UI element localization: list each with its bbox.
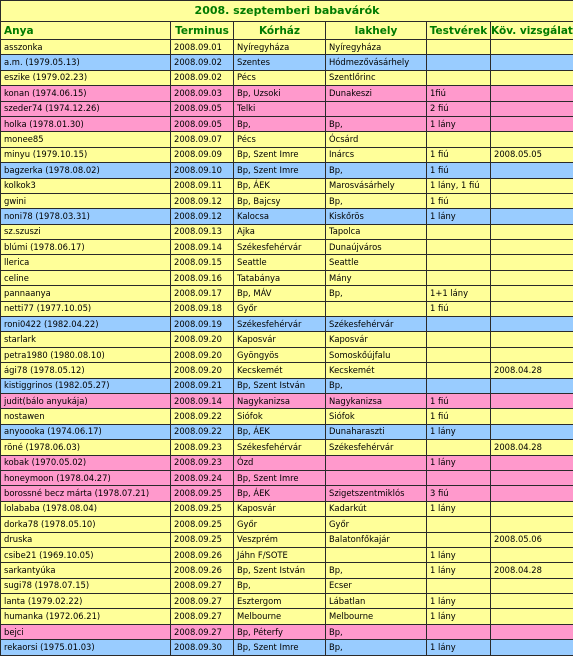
terminus-cell[interactable]: 2008.09.27 <box>171 594 234 609</box>
testverek-cell[interactable] <box>427 240 491 255</box>
lakhely-cell[interactable]: Hódmezővásárhely <box>326 55 427 70</box>
anya-cell[interactable]: humanka (1972.06.21) <box>1 609 171 624</box>
testverek-cell[interactable]: 1 lány <box>427 594 491 609</box>
table-row <box>1 378 573 393</box>
anya-cell[interactable]: sz.szuszi <box>1 224 171 239</box>
testverek-cell[interactable] <box>427 224 491 239</box>
terminus-cell[interactable]: 2008.09.11 <box>171 178 234 193</box>
table-row <box>1 132 573 147</box>
lakhely-cell[interactable]: Ócsárd <box>326 132 427 147</box>
anya-cell[interactable]: nostawen <box>1 409 171 424</box>
terminus-cell[interactable]: 2008.09.27 <box>171 624 234 639</box>
testverek-cell[interactable]: 1 lány <box>427 563 491 578</box>
testverek-cell[interactable] <box>427 40 491 55</box>
terminus-cell[interactable]: 2008.09.13 <box>171 224 234 239</box>
table-row <box>1 255 573 270</box>
kov-vizsgalat-cell[interactable] <box>491 86 573 101</box>
terminus-cell[interactable]: 2008.09.14 <box>171 393 234 408</box>
table-row <box>1 455 573 470</box>
lakhely-cell[interactable] <box>326 301 427 316</box>
table-row <box>1 578 573 593</box>
anya-cell[interactable]: eszike (1979.02.23) <box>1 70 171 85</box>
lakhely-cell[interactable]: Bp, <box>326 193 427 208</box>
terminus-cell[interactable]: 2008.09.20 <box>171 363 234 378</box>
korhaz-cell[interactable]: Győr <box>234 301 326 316</box>
table-row <box>1 624 573 639</box>
korhaz-cell[interactable]: Bp, Péterfy <box>234 624 326 639</box>
lakhely-cell[interactable]: Kiskőrös <box>326 209 427 224</box>
lakhely-cell[interactable]: Siófok <box>326 409 427 424</box>
kov-vizsgalat-cell[interactable] <box>491 578 573 593</box>
table-row <box>1 393 573 408</box>
anya-cell[interactable]: sarkantyúka <box>1 563 171 578</box>
table-row <box>1 193 573 208</box>
korhaz-cell[interactable]: Ajka <box>234 224 326 239</box>
table-row <box>1 40 573 55</box>
testverek-cell[interactable] <box>427 70 491 85</box>
kov-vizsgalat-cell[interactable] <box>491 501 573 516</box>
table-row <box>1 70 573 85</box>
anya-cell[interactable]: noni78 (1978.03.31) <box>1 209 171 224</box>
lakhely-cell[interactable]: Nagykanizsa <box>326 393 427 408</box>
terminus-cell[interactable]: 2008.09.07 <box>171 132 234 147</box>
terminus-cell[interactable]: 2008.09.27 <box>171 578 234 593</box>
anya-cell[interactable]: sugi78 (1978.07.15) <box>1 578 171 593</box>
testverek-cell[interactable]: 1 fiú <box>427 301 491 316</box>
terminus-cell[interactable]: 2008.09.17 <box>171 286 234 301</box>
lakhely-cell[interactable]: Ecser <box>326 578 427 593</box>
korhaz-cell[interactable]: Tatabánya <box>234 270 326 285</box>
lakhely-cell[interactable]: Székesfehérvár <box>326 317 427 332</box>
testverek-cell[interactable] <box>427 517 491 532</box>
korhaz-cell[interactable]: Székesfehérvár <box>234 317 326 332</box>
terminus-cell[interactable]: 2008.09.25 <box>171 517 234 532</box>
table-row <box>1 363 573 378</box>
kov-vizsgalat-cell[interactable] <box>491 640 573 655</box>
terminus-cell[interactable]: 2008.09.19 <box>171 317 234 332</box>
header-korhaz[interactable]: Kórház <box>234 22 326 40</box>
anya-cell[interactable]: holka (1978.01.30) <box>1 116 171 131</box>
lakhely-cell[interactable]: Melbourne <box>326 609 427 624</box>
anya-cell[interactable]: monee85 <box>1 132 171 147</box>
table-row <box>1 224 573 239</box>
anya-cell[interactable]: asszonka <box>1 40 171 55</box>
lakhely-cell[interactable]: Bp, <box>326 378 427 393</box>
korhaz-cell[interactable]: Győr <box>234 517 326 532</box>
korhaz-cell[interactable]: Bp, <box>234 116 326 131</box>
korhaz-cell[interactable]: Nagykanizsa <box>234 393 326 408</box>
korhaz-cell[interactable]: Ózd <box>234 455 326 470</box>
korhaz-cell[interactable]: Bp, Szent István <box>234 563 326 578</box>
anya-cell[interactable]: roni0422 (1982.04.22) <box>1 317 171 332</box>
anya-cell[interactable]: kolkok3 <box>1 178 171 193</box>
lakhely-cell[interactable]: Bp, <box>326 640 427 655</box>
lakhely-cell[interactable]: Bp, <box>326 563 427 578</box>
korhaz-cell[interactable]: Bp, <box>234 578 326 593</box>
terminus-cell[interactable]: 2008.09.16 <box>171 270 234 285</box>
table-row <box>1 209 573 224</box>
kov-vizsgalat-cell[interactable] <box>491 317 573 332</box>
lakhely-cell[interactable]: Somoskőújfalu <box>326 347 427 362</box>
testverek-cell[interactable] <box>427 332 491 347</box>
korhaz-cell[interactable]: Székesfehérvár <box>234 240 326 255</box>
terminus-cell[interactable]: 2008.09.15 <box>171 255 234 270</box>
testverek-cell[interactable]: 1 fiú <box>427 409 491 424</box>
table-row <box>1 317 573 332</box>
terminus-cell[interactable]: 2008.09.02 <box>171 55 234 70</box>
terminus-cell[interactable]: 2008.09.26 <box>171 547 234 562</box>
testverek-cell[interactable]: 1 fiú <box>427 193 491 208</box>
table-row <box>1 532 573 547</box>
lakhely-cell[interactable]: Kaposvár <box>326 332 427 347</box>
korhaz-cell[interactable]: Bp, Szent Imre <box>234 470 326 485</box>
lakhely-cell[interactable] <box>326 101 427 116</box>
lakhely-cell[interactable]: Dunaharaszti <box>326 424 427 439</box>
terminus-cell[interactable]: 2008.09.05 <box>171 116 234 131</box>
terminus-cell[interactable]: 2008.09.24 <box>171 470 234 485</box>
testverek-cell[interactable]: 1 fiú <box>427 163 491 178</box>
anya-cell[interactable]: szeder74 (1974.12.26) <box>1 101 171 116</box>
terminus-cell[interactable]: 2008.09.30 <box>171 640 234 655</box>
header-anya[interactable]: Anya <box>1 22 171 40</box>
anya-cell[interactable]: bagzerka (1978.08.02) <box>1 163 171 178</box>
anya-cell[interactable]: netti77 (1977.10.05) <box>1 301 171 316</box>
testverek-cell[interactable]: 2 fiú <box>427 101 491 116</box>
lakhely-cell[interactable]: Nyíregyháza <box>326 40 427 55</box>
anya-cell[interactable]: bejci <box>1 624 171 639</box>
anya-cell[interactable]: rekaorsi (1975.01.03) <box>1 640 171 655</box>
kov-vizsgalat-cell[interactable] <box>491 55 573 70</box>
anya-cell[interactable]: petra1980 (1980.08.10) <box>1 347 171 362</box>
kov-vizsgalat-cell[interactable] <box>491 132 573 147</box>
table-row <box>1 547 573 562</box>
anya-cell[interactable]: pannaanya <box>1 286 171 301</box>
korhaz-cell[interactable]: Melbourne <box>234 609 326 624</box>
anya-cell[interactable]: lolababa (1978.08.04) <box>1 501 171 516</box>
anya-cell[interactable]: csibe21 (1969.10.05) <box>1 547 171 562</box>
table-row <box>1 563 573 578</box>
korhaz-cell[interactable]: Telki <box>234 101 326 116</box>
terminus-cell[interactable]: 2008.09.05 <box>171 101 234 116</box>
kov-vizsgalat-cell[interactable] <box>491 255 573 270</box>
kov-vizsgalat-cell[interactable] <box>491 209 573 224</box>
lakhely-cell[interactable]: Tapolca <box>326 224 427 239</box>
anya-cell[interactable]: judit(bálo anyukája) <box>1 393 171 408</box>
anya-cell[interactable]: anyoooka (1974.06.17) <box>1 424 171 439</box>
anya-cell[interactable]: honeymoon (1978.04.27) <box>1 470 171 485</box>
korhaz-cell[interactable]: Pécs <box>234 132 326 147</box>
testverek-cell[interactable]: 1+1 lány <box>427 286 491 301</box>
table-row <box>1 594 573 609</box>
lakhely-cell[interactable] <box>326 455 427 470</box>
table-row <box>1 147 573 162</box>
lakhely-cell[interactable]: Inárcs <box>326 147 427 162</box>
lakhely-cell[interactable]: Kadarkút <box>326 501 427 516</box>
korhaz-cell[interactable]: Bp, ÁEK <box>234 486 326 501</box>
korhaz-cell[interactable]: Kalocsa <box>234 209 326 224</box>
testverek-cell[interactable]: 1 lány <box>427 501 491 516</box>
testverek-cell[interactable] <box>427 255 491 270</box>
testverek-cell[interactable]: 1 fiú <box>427 147 491 162</box>
testverek-cell[interactable]: 1 lány <box>427 116 491 131</box>
table-row <box>1 332 573 347</box>
title-row <box>1 1 573 22</box>
anya-cell[interactable]: kistiggrinos (1982.05.27) <box>1 378 171 393</box>
table-row <box>1 163 573 178</box>
kov-vizsgalat-cell[interactable]: 2008.04.28 <box>491 440 573 455</box>
anya-cell[interactable]: celine <box>1 270 171 285</box>
testverek-cell[interactable] <box>427 470 491 485</box>
lakhely-cell[interactable]: Bp, <box>326 116 427 131</box>
lakhely-cell[interactable]: Lábatlan <box>326 594 427 609</box>
korhaz-cell[interactable]: Jáhn F/SOTE <box>234 547 326 562</box>
testverek-cell[interactable] <box>427 270 491 285</box>
korhaz-cell[interactable]: Esztergom <box>234 594 326 609</box>
lakhely-cell[interactable] <box>326 470 427 485</box>
korhaz-cell[interactable]: Bp, Szent Imre <box>234 163 326 178</box>
kov-vizsgalat-cell[interactable] <box>491 193 573 208</box>
korhaz-cell[interactable]: Siófok <box>234 409 326 424</box>
terminus-cell[interactable]: 2008.09.12 <box>171 193 234 208</box>
korhaz-cell[interactable]: Szentes <box>234 55 326 70</box>
testverek-cell[interactable] <box>427 363 491 378</box>
table-row <box>1 116 573 131</box>
terminus-cell[interactable]: 2008.09.09 <box>171 147 234 162</box>
kov-vizsgalat-cell[interactable] <box>491 270 573 285</box>
terminus-cell[interactable]: 2008.09.14 <box>171 240 234 255</box>
table-row <box>1 609 573 624</box>
lakhely-cell[interactable]: Dunakeszi <box>326 86 427 101</box>
kov-vizsgalat-cell[interactable] <box>491 101 573 116</box>
testverek-cell[interactable]: 1 lány <box>427 209 491 224</box>
lakhely-cell[interactable]: Marosvásárhely <box>326 178 427 193</box>
korhaz-cell[interactable]: Bp, Bajcsy <box>234 193 326 208</box>
kov-vizsgalat-cell[interactable] <box>491 409 573 424</box>
anya-cell[interactable]: borossné becz márta (1978.07.21) <box>1 486 171 501</box>
korhaz-cell[interactable]: Kaposvár <box>234 332 326 347</box>
anya-cell[interactable]: dorka78 (1978.05.10) <box>1 517 171 532</box>
anya-cell[interactable]: llerica <box>1 255 171 270</box>
anya-cell[interactable]: konan (1974.06.15) <box>1 86 171 101</box>
kov-vizsgalat-cell[interactable] <box>491 178 573 193</box>
kov-vizsgalat-cell[interactable] <box>491 163 573 178</box>
terminus-cell[interactable]: 2008.09.27 <box>171 609 234 624</box>
korhaz-cell[interactable]: Bp, ÁEK <box>234 178 326 193</box>
korhaz-cell[interactable]: Székesfehérvár <box>234 440 326 455</box>
testverek-cell[interactable]: 1 lány <box>427 455 491 470</box>
table-row <box>1 178 573 193</box>
anya-cell[interactable]: starlark <box>1 332 171 347</box>
lakhely-cell[interactable]: Balatonfőkajár <box>326 532 427 547</box>
terminus-cell[interactable]: 2008.09.02 <box>171 70 234 85</box>
kov-vizsgalat-cell[interactable] <box>491 517 573 532</box>
terminus-cell[interactable]: 2008.09.10 <box>171 163 234 178</box>
lakhely-cell[interactable]: Szigetszentmiklós <box>326 486 427 501</box>
kov-vizsgalat-cell[interactable] <box>491 286 573 301</box>
lakhely-cell[interactable]: Mány <box>326 270 427 285</box>
korhaz-cell[interactable]: Bp, Szent Imre <box>234 640 326 655</box>
anya-cell[interactable]: druska <box>1 532 171 547</box>
header-lakhely[interactable]: lakhely <box>326 22 427 40</box>
korhaz-cell[interactable]: Kecskemét <box>234 363 326 378</box>
table-row <box>1 424 573 439</box>
terminus-cell[interactable]: 2008.09.22 <box>171 424 234 439</box>
header-terminus[interactable]: Terminus <box>171 22 234 40</box>
testverek-cell[interactable]: 1 lány <box>427 640 491 655</box>
terminus-cell[interactable]: 2008.09.25 <box>171 501 234 516</box>
kov-vizsgalat-cell[interactable] <box>491 116 573 131</box>
kov-vizsgalat-cell[interactable] <box>491 486 573 501</box>
table-row <box>1 409 573 424</box>
terminus-cell[interactable]: 2008.09.22 <box>171 409 234 424</box>
kov-vizsgalat-cell[interactable] <box>491 547 573 562</box>
testverek-cell[interactable] <box>427 532 491 547</box>
table-row <box>1 501 573 516</box>
korhaz-cell[interactable]: Bp, Uzsoki <box>234 86 326 101</box>
header-kov-vizsgalat[interactable]: Köv. vizsgálat <box>491 22 573 40</box>
testverek-cell[interactable]: 1 lány, 1 fiú <box>427 178 491 193</box>
kov-vizsgalat-cell[interactable] <box>491 594 573 609</box>
table-row <box>1 270 573 285</box>
kov-vizsgalat-cell[interactable] <box>491 609 573 624</box>
lakhely-cell[interactable]: Szentlőrinc <box>326 70 427 85</box>
kov-vizsgalat-cell[interactable] <box>491 224 573 239</box>
lakhely-cell[interactable]: Kecskemét <box>326 363 427 378</box>
anya-cell[interactable]: minyu (1979.10.15) <box>1 147 171 162</box>
lakhely-cell[interactable]: Bp, <box>326 286 427 301</box>
lakhely-cell[interactable]: Székesfehérvár <box>326 440 427 455</box>
table-row <box>1 301 573 316</box>
terminus-cell[interactable]: 2008.09.03 <box>171 86 234 101</box>
testverek-cell[interactable] <box>427 440 491 455</box>
kov-vizsgalat-cell[interactable]: 2008.05.05 <box>491 147 573 162</box>
table-row <box>1 240 573 255</box>
testverek-cell[interactable]: 1 lány <box>427 424 491 439</box>
terminus-cell[interactable]: 2008.09.20 <box>171 332 234 347</box>
kov-vizsgalat-cell[interactable] <box>491 40 573 55</box>
kov-vizsgalat-cell[interactable] <box>491 70 573 85</box>
korhaz-cell[interactable]: Bp, MÁV <box>234 286 326 301</box>
anya-cell[interactable]: a.m. (1979.05.13) <box>1 55 171 70</box>
lakhely-cell[interactable]: Győr <box>326 517 427 532</box>
korhaz-cell[interactable]: Bp, Szent István <box>234 378 326 393</box>
terminus-cell[interactable]: 2008.09.26 <box>171 563 234 578</box>
testverek-cell[interactable]: 1 lány <box>427 547 491 562</box>
korhaz-cell[interactable]: Kaposvár <box>234 501 326 516</box>
kov-vizsgalat-cell[interactable] <box>491 332 573 347</box>
testverek-cell[interactable] <box>427 317 491 332</box>
kov-vizsgalat-cell[interactable] <box>491 624 573 639</box>
table-row <box>1 286 573 301</box>
korhaz-cell[interactable]: Nyíregyháza <box>234 40 326 55</box>
lakhely-cell[interactable] <box>326 547 427 562</box>
terminus-cell[interactable]: 2008.09.12 <box>171 209 234 224</box>
kov-vizsgalat-cell[interactable] <box>491 455 573 470</box>
kov-vizsgalat-cell[interactable]: 2008.04.28 <box>491 563 573 578</box>
table-row <box>1 440 573 455</box>
header-row <box>1 22 573 40</box>
anya-cell[interactable]: gwini <box>1 193 171 208</box>
anya-cell[interactable]: ági78 (1978.05.12) <box>1 363 171 378</box>
anya-cell[interactable]: kobak (1970.05.02) <box>1 455 171 470</box>
korhaz-cell[interactable]: Seattle <box>234 255 326 270</box>
kov-vizsgalat-cell[interactable] <box>491 470 573 485</box>
testverek-cell[interactable]: 3 fiú <box>427 486 491 501</box>
table-title: 2008. szeptemberi babavárók <box>1 1 573 22</box>
korhaz-cell[interactable]: Bp, ÁEK <box>234 424 326 439</box>
kov-vizsgalat-cell[interactable]: 2008.04.28 <box>491 363 573 378</box>
kov-vizsgalat-cell[interactable] <box>491 347 573 362</box>
lakhely-cell[interactable]: Bp, <box>326 624 427 639</box>
table-row <box>1 55 573 70</box>
terminus-cell[interactable]: 2008.09.20 <box>171 347 234 362</box>
testverek-cell[interactable] <box>427 132 491 147</box>
table-row <box>1 640 573 655</box>
lakhely-cell[interactable]: Seattle <box>326 255 427 270</box>
terminus-cell[interactable]: 2008.09.25 <box>171 486 234 501</box>
kov-vizsgalat-cell[interactable] <box>491 393 573 408</box>
anya-cell[interactable]: blúmi (1978.06.17) <box>1 240 171 255</box>
table-row <box>1 347 573 362</box>
anya-cell[interactable]: röné (1978.06.03) <box>1 440 171 455</box>
table-body <box>1 40 573 656</box>
kov-vizsgalat-cell[interactable] <box>491 424 573 439</box>
terminus-cell[interactable]: 2008.09.18 <box>171 301 234 316</box>
terminus-cell[interactable]: 2008.09.25 <box>171 532 234 547</box>
testverek-cell[interactable] <box>427 55 491 70</box>
table-row <box>1 86 573 101</box>
terminus-cell[interactable]: 2008.09.01 <box>171 40 234 55</box>
kov-vizsgalat-cell[interactable] <box>491 240 573 255</box>
korhaz-cell[interactable]: Veszprém <box>234 532 326 547</box>
table-row <box>1 470 573 485</box>
testverek-cell[interactable]: 1 fiú <box>427 393 491 408</box>
kov-vizsgalat-cell[interactable] <box>491 301 573 316</box>
table-row <box>1 101 573 116</box>
header-testverek[interactable]: Testvérek <box>427 22 491 40</box>
korhaz-cell[interactable]: Gyöngyös <box>234 347 326 362</box>
kov-vizsgalat-cell[interactable]: 2008.05.06 <box>491 532 573 547</box>
testverek-cell[interactable] <box>427 347 491 362</box>
kov-vizsgalat-cell[interactable] <box>491 378 573 393</box>
terminus-cell[interactable]: 2008.09.23 <box>171 440 234 455</box>
table-row <box>1 486 573 501</box>
testverek-cell[interactable] <box>427 378 491 393</box>
terminus-cell[interactable]: 2008.09.23 <box>171 455 234 470</box>
anya-cell[interactable]: lanta (1979.02.22) <box>1 594 171 609</box>
korhaz-cell[interactable]: Bp, Szent Imre <box>234 147 326 162</box>
korhaz-cell[interactable]: Pécs <box>234 70 326 85</box>
lakhely-cell[interactable]: Dunaújváros <box>326 240 427 255</box>
testverek-cell[interactable]: 1fiú <box>427 86 491 101</box>
testverek-cell[interactable] <box>427 578 491 593</box>
terminus-cell[interactable]: 2008.09.21 <box>171 378 234 393</box>
testverek-cell[interactable] <box>427 624 491 639</box>
testverek-cell[interactable]: 1 lány <box>427 609 491 624</box>
lakhely-cell[interactable]: Bp, <box>326 163 427 178</box>
table-row <box>1 517 573 532</box>
